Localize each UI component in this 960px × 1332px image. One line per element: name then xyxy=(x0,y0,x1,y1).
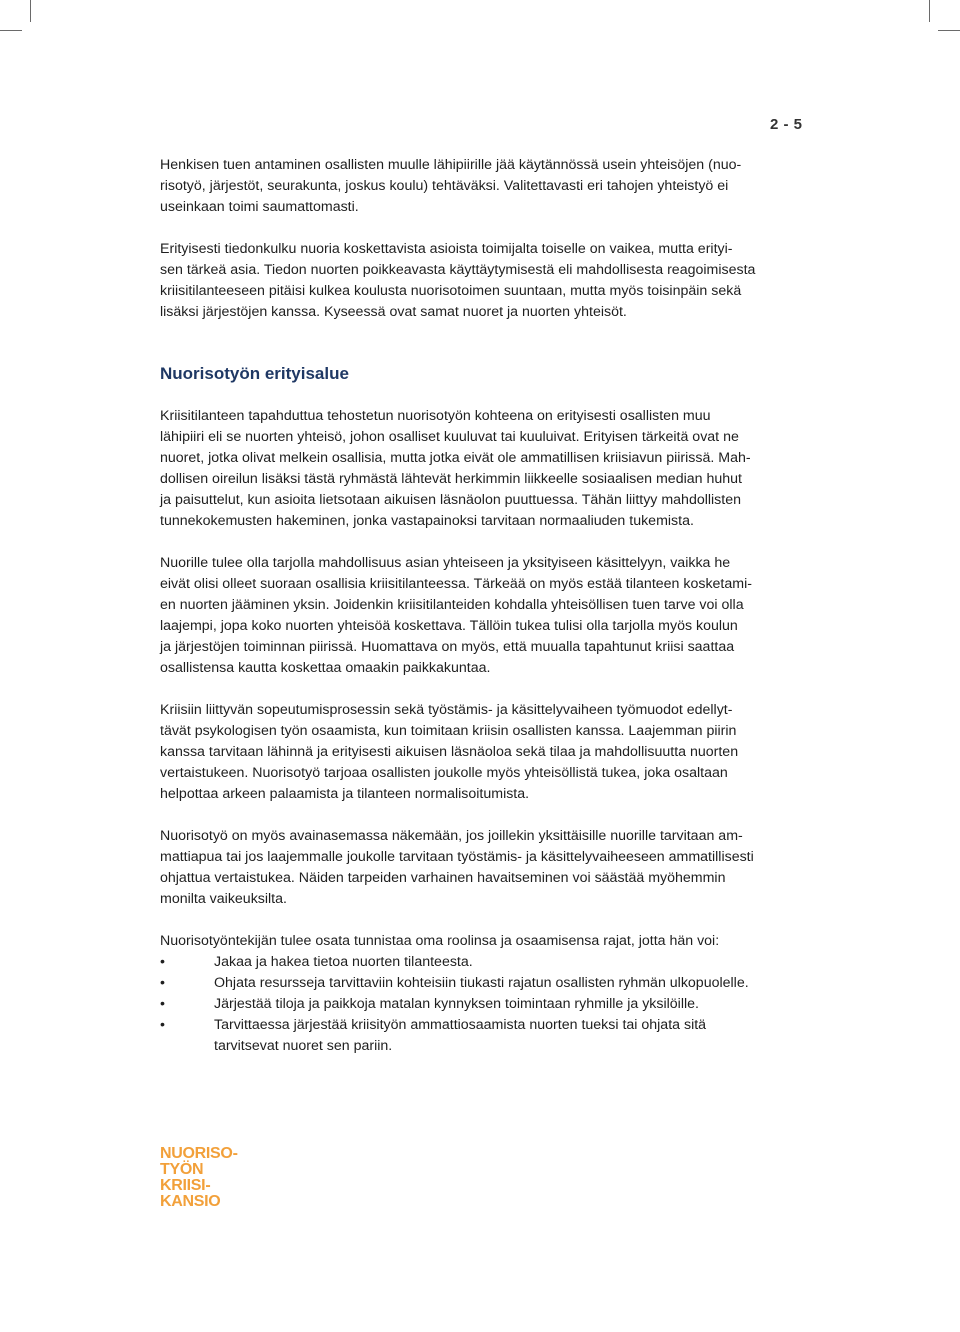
text-line: eivät olisi olleet suoraan osallisia kriisitilanteessa. Tärkeää on myös estää tilanteen kosketami- xyxy=(160,576,752,592)
text-line: tarvitsevat nuoret sen pariin. xyxy=(214,1038,393,1054)
text-line: laajempi, jopa koko nuorten yhteisöä koskettava. Tällöin tukea tulisi olla tarjolla myös koulun xyxy=(160,618,738,634)
text-line: Jakaa ja hakea tietoa nuorten tilanteesta. xyxy=(214,954,473,970)
paragraph xyxy=(160,155,800,218)
logo-line: NUORISO- xyxy=(160,1145,238,1162)
text-line: Nuorisotyöntekijän tulee osata tunnistaa oma roolinsa ja osaamisensa rajat, jotta hän voi: xyxy=(160,933,720,949)
paragraph xyxy=(160,826,800,910)
text-line: lisäksi järjestöjen kanssa. Kyseessä ovat samat nuoret ja nuorten yhteisöt. xyxy=(160,304,627,320)
logo-line: KRIISI- xyxy=(160,1177,211,1194)
text-line: Henkisen tuen antaminen osallisten muulle lähipiirille jää käytännössä usein yhteisöjen (nuo- xyxy=(160,157,742,173)
text-line: ja paisuttelut, kun asioita lietsotaan aikuisen läsnäolon puuttuessa. Tähän liittyy mahdollisten xyxy=(160,492,741,508)
text-line: tävät psykologisen työn osaamista, kun toimitaan kriisin osallisten kanssa. Laajemman piirin xyxy=(160,723,737,739)
list-item xyxy=(160,1015,800,1057)
list-item xyxy=(160,994,800,1015)
bullet-icon: • xyxy=(160,996,165,1012)
bullet-icon: • xyxy=(160,975,165,991)
nuorisotyon-kriisikansio-logo xyxy=(160,1146,238,1210)
page-content xyxy=(160,155,800,1057)
bullet-icon: • xyxy=(160,954,165,970)
text-line: Nuorisotyö on myös avainasemassa näkemään, jos joillekin yksittäisille nuorille tarvitaan am- xyxy=(160,828,743,844)
bullet-icon: • xyxy=(160,1017,165,1033)
paragraph xyxy=(160,406,800,532)
text-line: kanssa tarvitaan lähinnä ja erityisesti aikuisen läsnäoloa sekä tilaa ja mahdollisuutta nuorten xyxy=(160,744,739,760)
text-line: Järjestää tiloja ja paikkoja matalan kynnyksen toimintaan ryhmille ja yksilöille. xyxy=(214,996,699,1012)
paragraph xyxy=(160,239,800,323)
list-item xyxy=(160,952,800,973)
list-item xyxy=(160,973,800,994)
logo-line: KANSIO xyxy=(160,1193,221,1210)
text-line: Kriisitilanteen tapahduttua tehostetun nuorisotyön kohteena on erityisesti osallisten muu xyxy=(160,408,711,424)
paragraph xyxy=(160,553,800,679)
bullet-list xyxy=(160,952,800,1057)
text-line: dollisen oireilun lisäksi tästä ryhmästä lähtevät herkimmin liikkeelle sosiaalisen median huhut xyxy=(160,471,742,487)
text-line: en nuorten jääminen yksin. Joidenkin kriisitilanteiden kohdalla yhteisöllisen tuen tarve voi olla xyxy=(160,597,744,613)
text-line: Ohjata resursseja tarvittaviin kohteisiin tiukasti rajatun osallisten ryhmän ulkopuolelle. xyxy=(214,975,749,991)
crop-mark xyxy=(0,30,22,31)
text-line: ohjattua vertaistukea. Näiden tarpeiden varhainen havaitseminen voi säästää myöhemmin xyxy=(160,870,726,886)
text-line: kriisitilanteeseen pitäisi kulkea koulusta nuorisotoimen suuntaan, mutta myös toisinpäin sekä xyxy=(160,283,742,299)
text-line: sen tärkeä asia. Tiedon nuorten poikkeavasta käyttäytymisestä eli mahdollisesta reagoimisesta xyxy=(160,262,756,278)
text-line: helpottaa arkeen palaamista ja tilanteen normalisoitumista. xyxy=(160,786,530,802)
crop-mark xyxy=(30,0,31,22)
text-line: lähipiiri eli se nuorten yhteisö, johon osalliset kuuluvat tai kuuluivat. Erityisen tärkeitä ovat ne xyxy=(160,429,739,445)
text-line: osallistensa kautta koskettaa omaakin paikkakuntaa. xyxy=(160,660,491,676)
section-heading: Nuorisotyön erityisalue xyxy=(160,364,349,383)
text-line: mattiapua tai jos laajemmalle joukolle tarvitaan työstämis- ja käsittelyvaiheeseen ammatillisesti xyxy=(160,849,754,865)
text-line: Tarvittaessa järjestää kriisityön ammattiosaamista nuorten tueksi tai ohjata sitä xyxy=(214,1017,707,1033)
page-number: 2 - 5 xyxy=(770,116,803,133)
paragraph xyxy=(160,931,800,952)
crop-mark xyxy=(929,0,930,22)
text-line: Kriisiin liittyvän sopeutumisprosessin sekä työstämis- ja käsittelyvaiheen työmuodot edellyt- xyxy=(160,702,733,718)
text-line: Erityisesti tiedonkulku nuoria koskettavista asioista toimijalta toiselle on vaikea, mutta erityi- xyxy=(160,241,733,257)
text-line: ja järjestöjen toiminnan piirissä. Huomattava on myös, että muualla tapahtunut kriisi saattaa xyxy=(160,639,735,655)
text-line: Nuorille tulee olla tarjolla mahdollisuus asian yhteiseen ja yksityiseen käsittelyyn, vaikka he xyxy=(160,555,731,571)
text-line: useinkaan toimi saumattomasti. xyxy=(160,199,359,215)
text-line: vertaistukeen. Nuorisotyö tarjoaa osallisten joukolle myös yhteisöllistä tukea, joka osaltaan xyxy=(160,765,728,781)
paragraph xyxy=(160,700,800,805)
text-line: nuoret, jotka olivat melkein osallisia, mutta jotka eivät ole ammatillisen kriisiavun piirissä. Mah- xyxy=(160,450,751,466)
logo-line: TYÖN xyxy=(160,1161,204,1178)
crop-mark xyxy=(938,30,960,31)
text-line: tunnekokemusten hakeminen, jonka vastapainoksi tarvitaan normaaliuden tukemista. xyxy=(160,513,694,529)
text-line: monilta vaikeuksilta. xyxy=(160,891,287,907)
text-line: risotyö, järjestöt, seurakunta, joskus koulu) tehtäväksi. Valitettavasti eri tahojen yhteistyö ei xyxy=(160,178,729,194)
